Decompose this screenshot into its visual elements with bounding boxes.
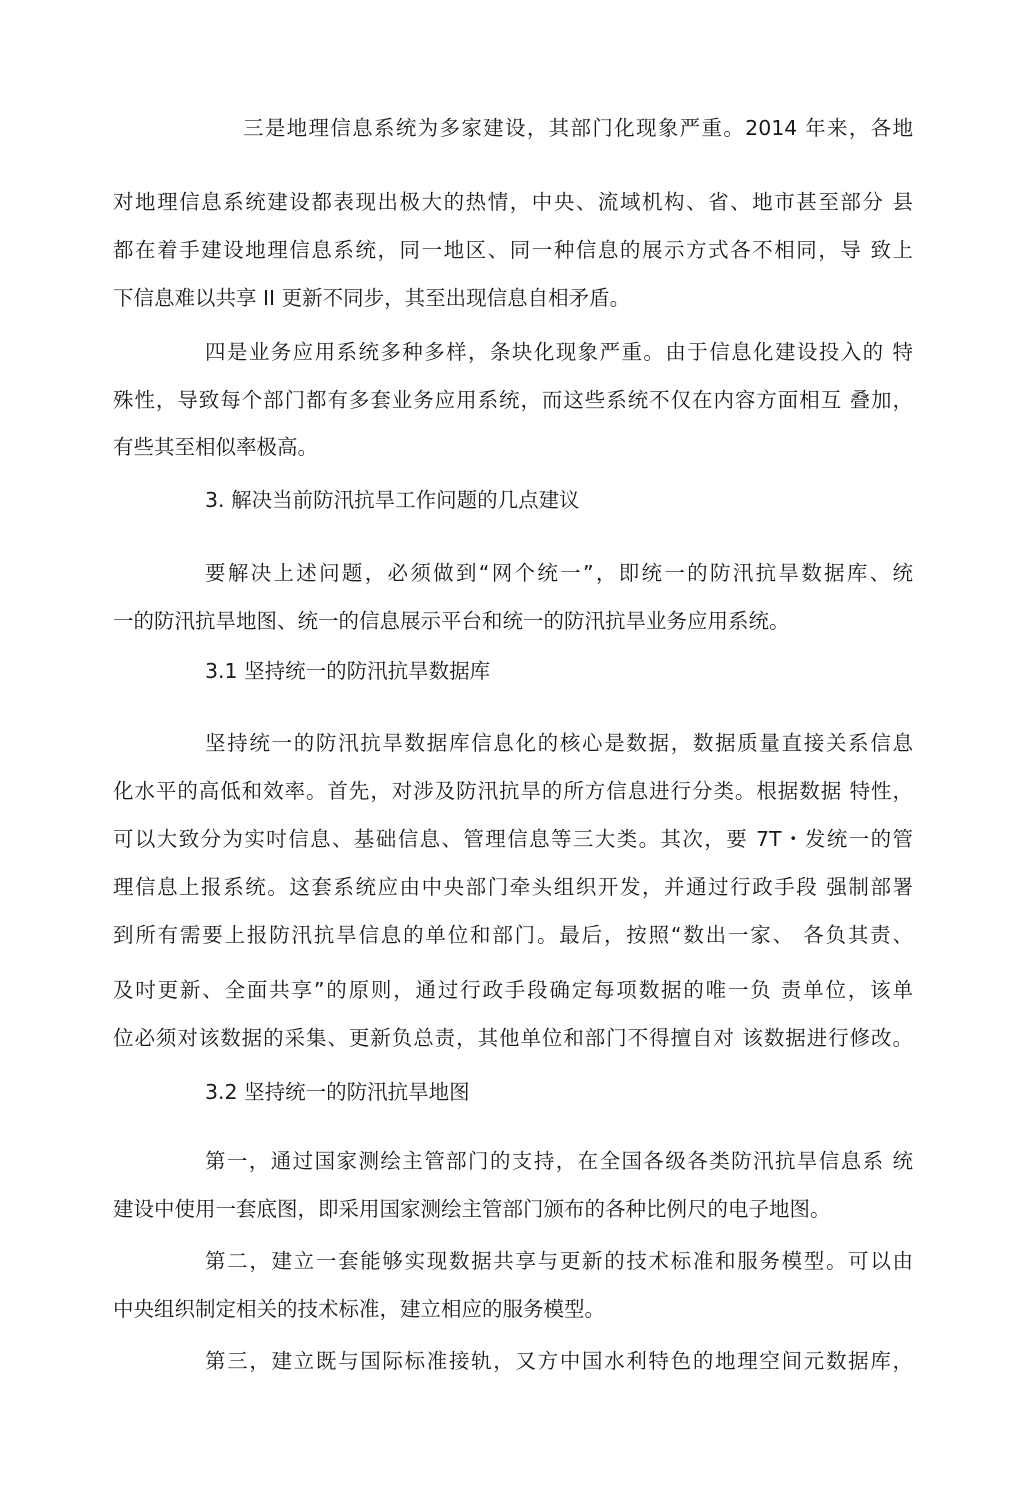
- text-line: 三是地理信息系统为多家建设，其部门化现象严重。2014 年来，各地: [243, 116, 913, 140]
- text-line: 理信息上报系统。这套系统应由中央部门牵头组织开发，并通过行政手段 强制部署: [113, 875, 913, 899]
- text-line: 第一，通过国家测绘主管部门的支持，在全国各级各类防汛抗旱信息系 统: [205, 1149, 913, 1173]
- subsection-heading: 3.1 坚持统一的防汛抗旱数据库: [205, 659, 491, 683]
- text-line: 有些其至相似率极高。: [113, 435, 318, 459]
- text-line: 建设中使用一套底图，即采用国家测绘主管部门颁布的各种比例尺的电子地图。: [113, 1197, 831, 1221]
- text-line: 四是业务应用系统多种多样，条块化现象严重。由于信息化建设投入的 特: [205, 340, 913, 364]
- text-line: 化水平的高低和效率。首先，对涉及防汛抗旱的所方信息进行分类。根据数据 特性，: [113, 779, 913, 803]
- text-line: 第三，建立既与国际标准接轨，又方中国水利特色的地理空间元数据库，: [205, 1349, 913, 1373]
- section-heading: 3. 解决当前防汛抗旱工作问题的几点建议: [205, 488, 580, 512]
- text-line: 第二，建立一套能够实现数据共享与更新的技术标准和服务模型。可以由: [205, 1249, 913, 1273]
- subsection-heading: 3.2 坚持统一的防汛抗旱地图: [205, 1080, 470, 1104]
- text-line: 坚持统一的防汛抗旱数据库信息化的核心是数据，数据质量直接关系信息: [205, 731, 913, 755]
- text-line: 可以大致分为实吋信息、基础信息、管理信息等三大类。其次，要 7T・发统一的管: [113, 827, 913, 851]
- text-line: 下信息难以共享 II 更新不同步，其至出现信息自相矛盾。: [113, 286, 631, 310]
- text-line: 一的防汛抗旱地图、统一的信息展示平台和统一的防汛抗旱业务应用系统。: [113, 609, 790, 633]
- text-line: 都在着手建设地理信息系统，同一地区、同一种信息的展示方式各不相同，导 致上: [113, 238, 913, 262]
- text-line: 殊性，导致每个部门都有多套业务应用系统，而这些系统不仅在内容方面相互 叠加，: [113, 388, 913, 412]
- text-line: 及吋更新、全面共享”的原则，通过行政手段确定每项数据的唯一负 责单位，该单: [113, 978, 913, 1002]
- text-line: 中央组织制定相关的技术标准，建立相应的服务模型。: [113, 1297, 605, 1321]
- text-line: 到所有需要上报防汛抗旱信息的单位和部门。最后，按照“数出一家、 各负其责、: [113, 923, 913, 947]
- text-line: 要解决上述问题，必须做到“网个统一”，即统一的防汛抗旱数据库、统: [205, 561, 913, 585]
- text-line: 位必须对该数据的采集、更新负总责，其他单位和部门不得擅自对 该数据进行修改。: [113, 1026, 913, 1050]
- text-line: 对地理信息系统建设都表现出极大的热情，中央、流域机构、省、地市甚至部分 县: [113, 190, 913, 214]
